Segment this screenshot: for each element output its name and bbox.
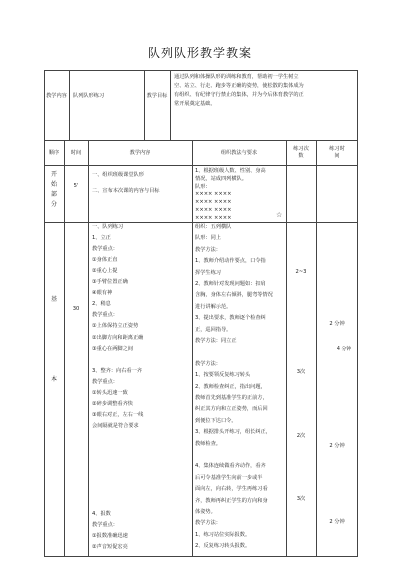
text-line: ③重心在两脚之间 (92, 345, 133, 352)
text-line: 队形：同上 (195, 235, 221, 242)
table-border-bottom (44, 556, 358, 557)
count-cell: 3次 (296, 369, 306, 375)
text-line: ②出脚方向和距离正确 (92, 334, 144, 341)
content-label: 教学内容 (46, 93, 67, 99)
text-line: 4、报数 (92, 511, 111, 518)
text-line: 会间隔就是符合要求 (92, 422, 139, 429)
text-line: 1、立正 (92, 235, 111, 242)
col-header-time: 时间 (70, 150, 82, 156)
text-line: 教学方法：同立正 (195, 338, 237, 344)
table-rule-c5 (316, 140, 317, 557)
text-line: 后可令基准学生向前一步或半 (195, 474, 263, 481)
goal-line: 通过队列和体操队形的训练和教育，帮助初一学生树立 (174, 74, 299, 80)
text-line: ①报数准确迅速 (92, 533, 128, 540)
text-line: 到便位下达口令。 (195, 417, 237, 424)
text-line: 1、练习站位实际报数。 (195, 531, 251, 538)
text-line: 体姿势。 (195, 509, 216, 515)
text-line: 含胸，身体左右倾斜，腿弯等情况 (195, 292, 273, 299)
text-line: 挥学生练习 (195, 269, 221, 276)
col-header-method: 组织教法与要求 (220, 150, 258, 156)
text-line: 正，巡回指导。 (195, 326, 232, 333)
text-line: 2、教师针对发现问题如：扣肩 (195, 281, 266, 287)
text-line: ×××× ×××× (195, 207, 232, 213)
text-line: ②声音短促宏亮 (92, 544, 128, 551)
text-line: 情况，站成四列横队。 (195, 175, 247, 182)
text-line: 纠正其方向和立正姿势，而后回 (195, 406, 268, 413)
text-line: 教学重点： (92, 312, 118, 319)
text-line: ①身体正直 (92, 257, 118, 264)
text-line: 1、按要领反复练习转头 (195, 372, 251, 379)
text-line: 2、反复练习转头报数。 (195, 543, 251, 550)
table-rule-v1 (69, 70, 70, 140)
text-line: 面向左，向右转，学生再练习看 (195, 486, 268, 493)
table-border-left (44, 70, 45, 557)
star-icon: ☆ (276, 211, 283, 219)
text-line: ④眼有神 (92, 290, 113, 297)
count-cell: 2~3 (295, 269, 307, 275)
text-line: 教学重点： (92, 246, 118, 253)
count-cell: 3次 (296, 496, 306, 502)
col-header-content: 教学内容 (129, 150, 151, 156)
table-rule-c2 (88, 140, 89, 557)
start-section-label: 开始部分 (50, 171, 57, 208)
text-line: 3、整齐：向右看一齐 (92, 367, 142, 374)
text-line: 教学方法： (195, 360, 221, 367)
table-border-right (357, 70, 358, 557)
text-line: 组织：五列横队 (195, 224, 232, 230)
duration-cell: 2 分钟 (329, 519, 345, 525)
text-line: 3、提出要求，教师逐个检查纠 (195, 315, 266, 322)
table-rule-columns (44, 165, 358, 166)
text-line: 教师检查。 (195, 440, 221, 447)
goal-line: 常开展奠定基础。 (174, 101, 216, 107)
lesson-plan-table (44, 70, 358, 556)
text-line: 教学重点： (92, 378, 118, 385)
goal-line: 有组织、有纪律守行禁止的集体，并为今后体育教学的正 (174, 92, 304, 98)
text-line: 一、组织班级课堂队形 (92, 172, 144, 178)
table-rule-header (44, 140, 358, 141)
content-value: 队列队形练习 (73, 93, 105, 99)
text-line: 1、教师介绍动作要点，口令指 (195, 258, 266, 265)
text-line: 2、稍息 (92, 301, 111, 308)
text-line: ②重心上提 (92, 268, 118, 275)
text-line: ③眼右对正，左右一线 (92, 411, 144, 418)
goal-line: 空、站立、行走、跑步等正确的姿势，使松散的集体成为 (174, 83, 304, 89)
duration-cell: 4 分钟 (336, 347, 352, 352)
duration-cell: 2 分钟 (329, 443, 345, 449)
text-line: 一、队列练习 (92, 224, 124, 230)
start-section-time: 5' (73, 183, 79, 189)
table-rule-c1 (64, 140, 65, 557)
text-line: 4、集体连续做看齐动作，看齐 (195, 463, 266, 470)
col-header-duration: 练习时间 (329, 146, 345, 159)
table-rule-c3 (192, 140, 193, 557)
text-line: 齐，教师再纠正学生的方向和身 (195, 497, 268, 504)
text-line: 教学方法： (195, 246, 221, 253)
table-rule-v3 (170, 70, 171, 140)
text-line: ①转头迅速一致 (92, 389, 128, 396)
text-line: ×××× ×××× (195, 191, 232, 198)
text-line: ②碎步调整看齐快 (92, 400, 133, 407)
text-line: ×××× ×××× (195, 214, 232, 221)
duration-cell: 2 分钟 (329, 321, 345, 327)
col-header-count: 练习次数 (293, 146, 309, 159)
text-line: ①上体保持立正姿势 (92, 323, 139, 330)
basic-section-label: 基本 (50, 296, 57, 383)
text-line: 教学方法： (195, 520, 221, 527)
text-line: 教师首先到基准学生的正前方， (195, 395, 268, 401)
table-border-top (44, 70, 358, 71)
text-line: 队形： (195, 183, 211, 190)
text-line: ③手臂位置正确 (92, 279, 128, 286)
text-line: 3、根据排头开练习，组长纠正， (195, 429, 271, 436)
col-header-order: 顺序 (48, 150, 60, 156)
text-line: ×××× ×××× (195, 199, 232, 206)
text-line: 2、教师检查纠正，指出问题， (195, 383, 266, 390)
text-line: 教学重点： (92, 522, 118, 529)
text-line: 进行讲解示范。 (195, 303, 232, 310)
table-rule-v2 (144, 70, 145, 140)
page-title: 队列队形教学教案 (147, 46, 252, 60)
text-line: 二、宣布本次课的内容与目标 (92, 188, 160, 194)
count-cell: 2次 (296, 433, 306, 439)
text-line: 1、根据班级人数、性别、身高 (195, 168, 266, 174)
basic-section-time: 30 (72, 306, 80, 312)
goal-label: 教学目标 (146, 93, 168, 99)
